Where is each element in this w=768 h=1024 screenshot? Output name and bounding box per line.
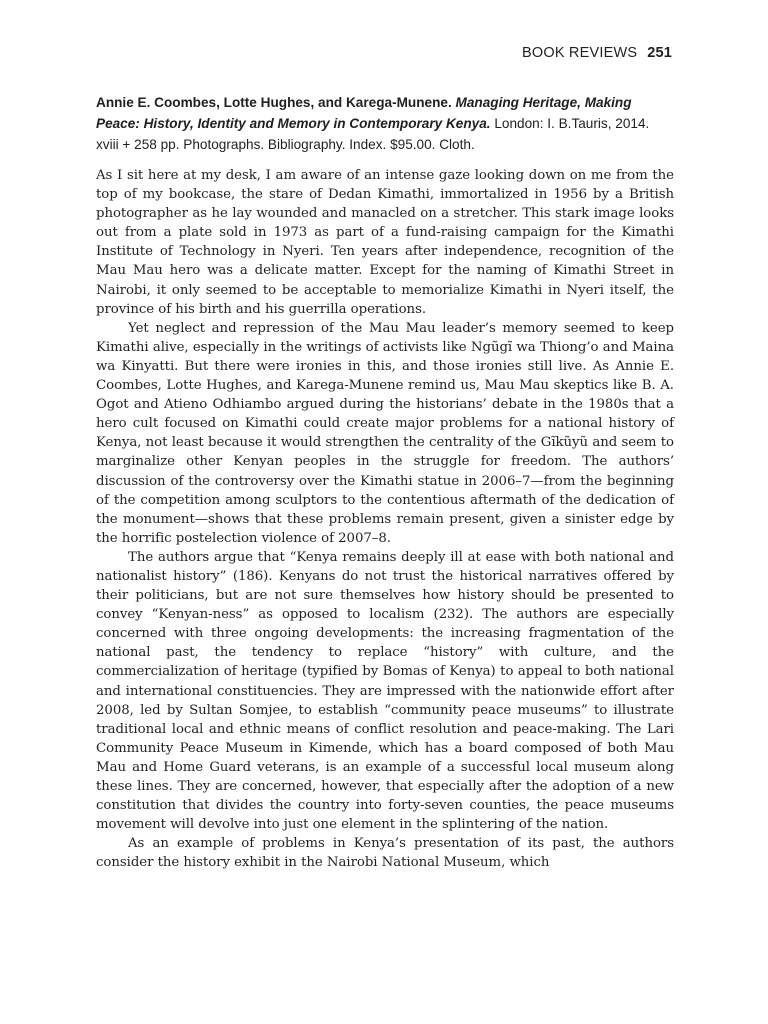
section-title: BOOK REVIEWS	[522, 45, 638, 61]
citation-book-title: Managing Heritage, Making Peace: History, Identity and Memory in Contemporary Kenya.	[96, 95, 632, 131]
page-number: 251	[647, 45, 672, 61]
citation-publication-details: London: I. B.Tauris, 2014. xviii + 258 pp. Photographs. Bibliography. Index. $95.00. Cloth.	[96, 116, 650, 152]
book-citation	[96, 92, 674, 155]
review-paragraph-4: As an example of problems in Kenya’s presentation of its past, the authors consider the history exhibit in the Nairobi National Museum, which	[96, 836, 674, 871]
running-head	[522, 44, 672, 62]
review-paragraph-1: As I sit here at my desk, I am aware of an intense gaze looking down on me from the top of my bookcase, the stare of Dedan Kimathi, immortalized in 1956 by a British photographer as he lay wounded and manacled on a stretcher. This stark image looks out from a plate sold in 1973 as part of a fund-raising campaign for the Kimathi Institute of Technology in Nyeri. Ten years after independence, recognition of the Mau Mau hero was a delicate matter. Except for the naming of Kimathi Street in Nairobi, it only seemed to be acceptable to memorialize Kimathi in Nyeri itself, the province of his birth and his guerrilla operations.	[96, 168, 674, 317]
review-body	[96, 166, 674, 872]
citation-authors: Annie E. Coombes, Lotte Hughes, and Karega-Munene.	[96, 95, 452, 110]
review-paragraph-2: Yet neglect and repression of the Mau Mau leader’s memory seemed to keep Kimathi alive, especially in the writings of activists like Ngũgĩ wa Thiong’o and Maina wa Kinyatti. But there were ironies in this, and those ironies still live. As Annie E. Coombes, Lotte Hughes, and Karega-Munene remind us, Mau Mau skeptics like B. A. Ogot and Atieno Odhiambo argued during the historians’ debate in the 1980s that a hero cult focused on Kimathi could create major problems for a national history of Kenya, not least because it would strengthen the centrality of the Gĩkũyũ and seem to marginalize other Kenyan peoples in the struggle for freedom. The authors’ discussion of the controversy over the Kimathi statue in 2006–7—from the beginning of the competition among sculptors to the contentious aftermath of the dedication of the monument—shows that these problems remain present, given a sinister edge by the horrific postelection violence of 2007–8.	[96, 320, 674, 546]
review-paragraph-3: The authors argue that “Kenya remains deeply ill at ease with both national and nationalist history” (186). Kenyans do not trust the historical narratives offered by their politicians, but are not sure themselves how history should be presented to convey “Kenyan-ness” as opposed to localism (232). The authors are especially concerned with three ongoing developments: the increasing fragmentation of the national past, the tendency to replace “history” with culture, and the commercialization of heritage (typified by Bomas of Kenya) to appeal to both national and international constituencies. They are impressed with the nationwide effort after 2008, led by Sultan Somjee, to establish “community peace museums” to illustrate traditional local and ethnic means of conflict resolution and peace-making. The Lari Community Peace Museum in Kimende, which has a board composed of both Mau Mau and Home Guard veterans, is an example of a successful local museum along these lines. They are concerned, however, that especially after the adoption of a new constitution that divides the country into forty-seven counties, the peace museums movement will devolve into just one element in the splintering of the nation.	[96, 549, 674, 833]
